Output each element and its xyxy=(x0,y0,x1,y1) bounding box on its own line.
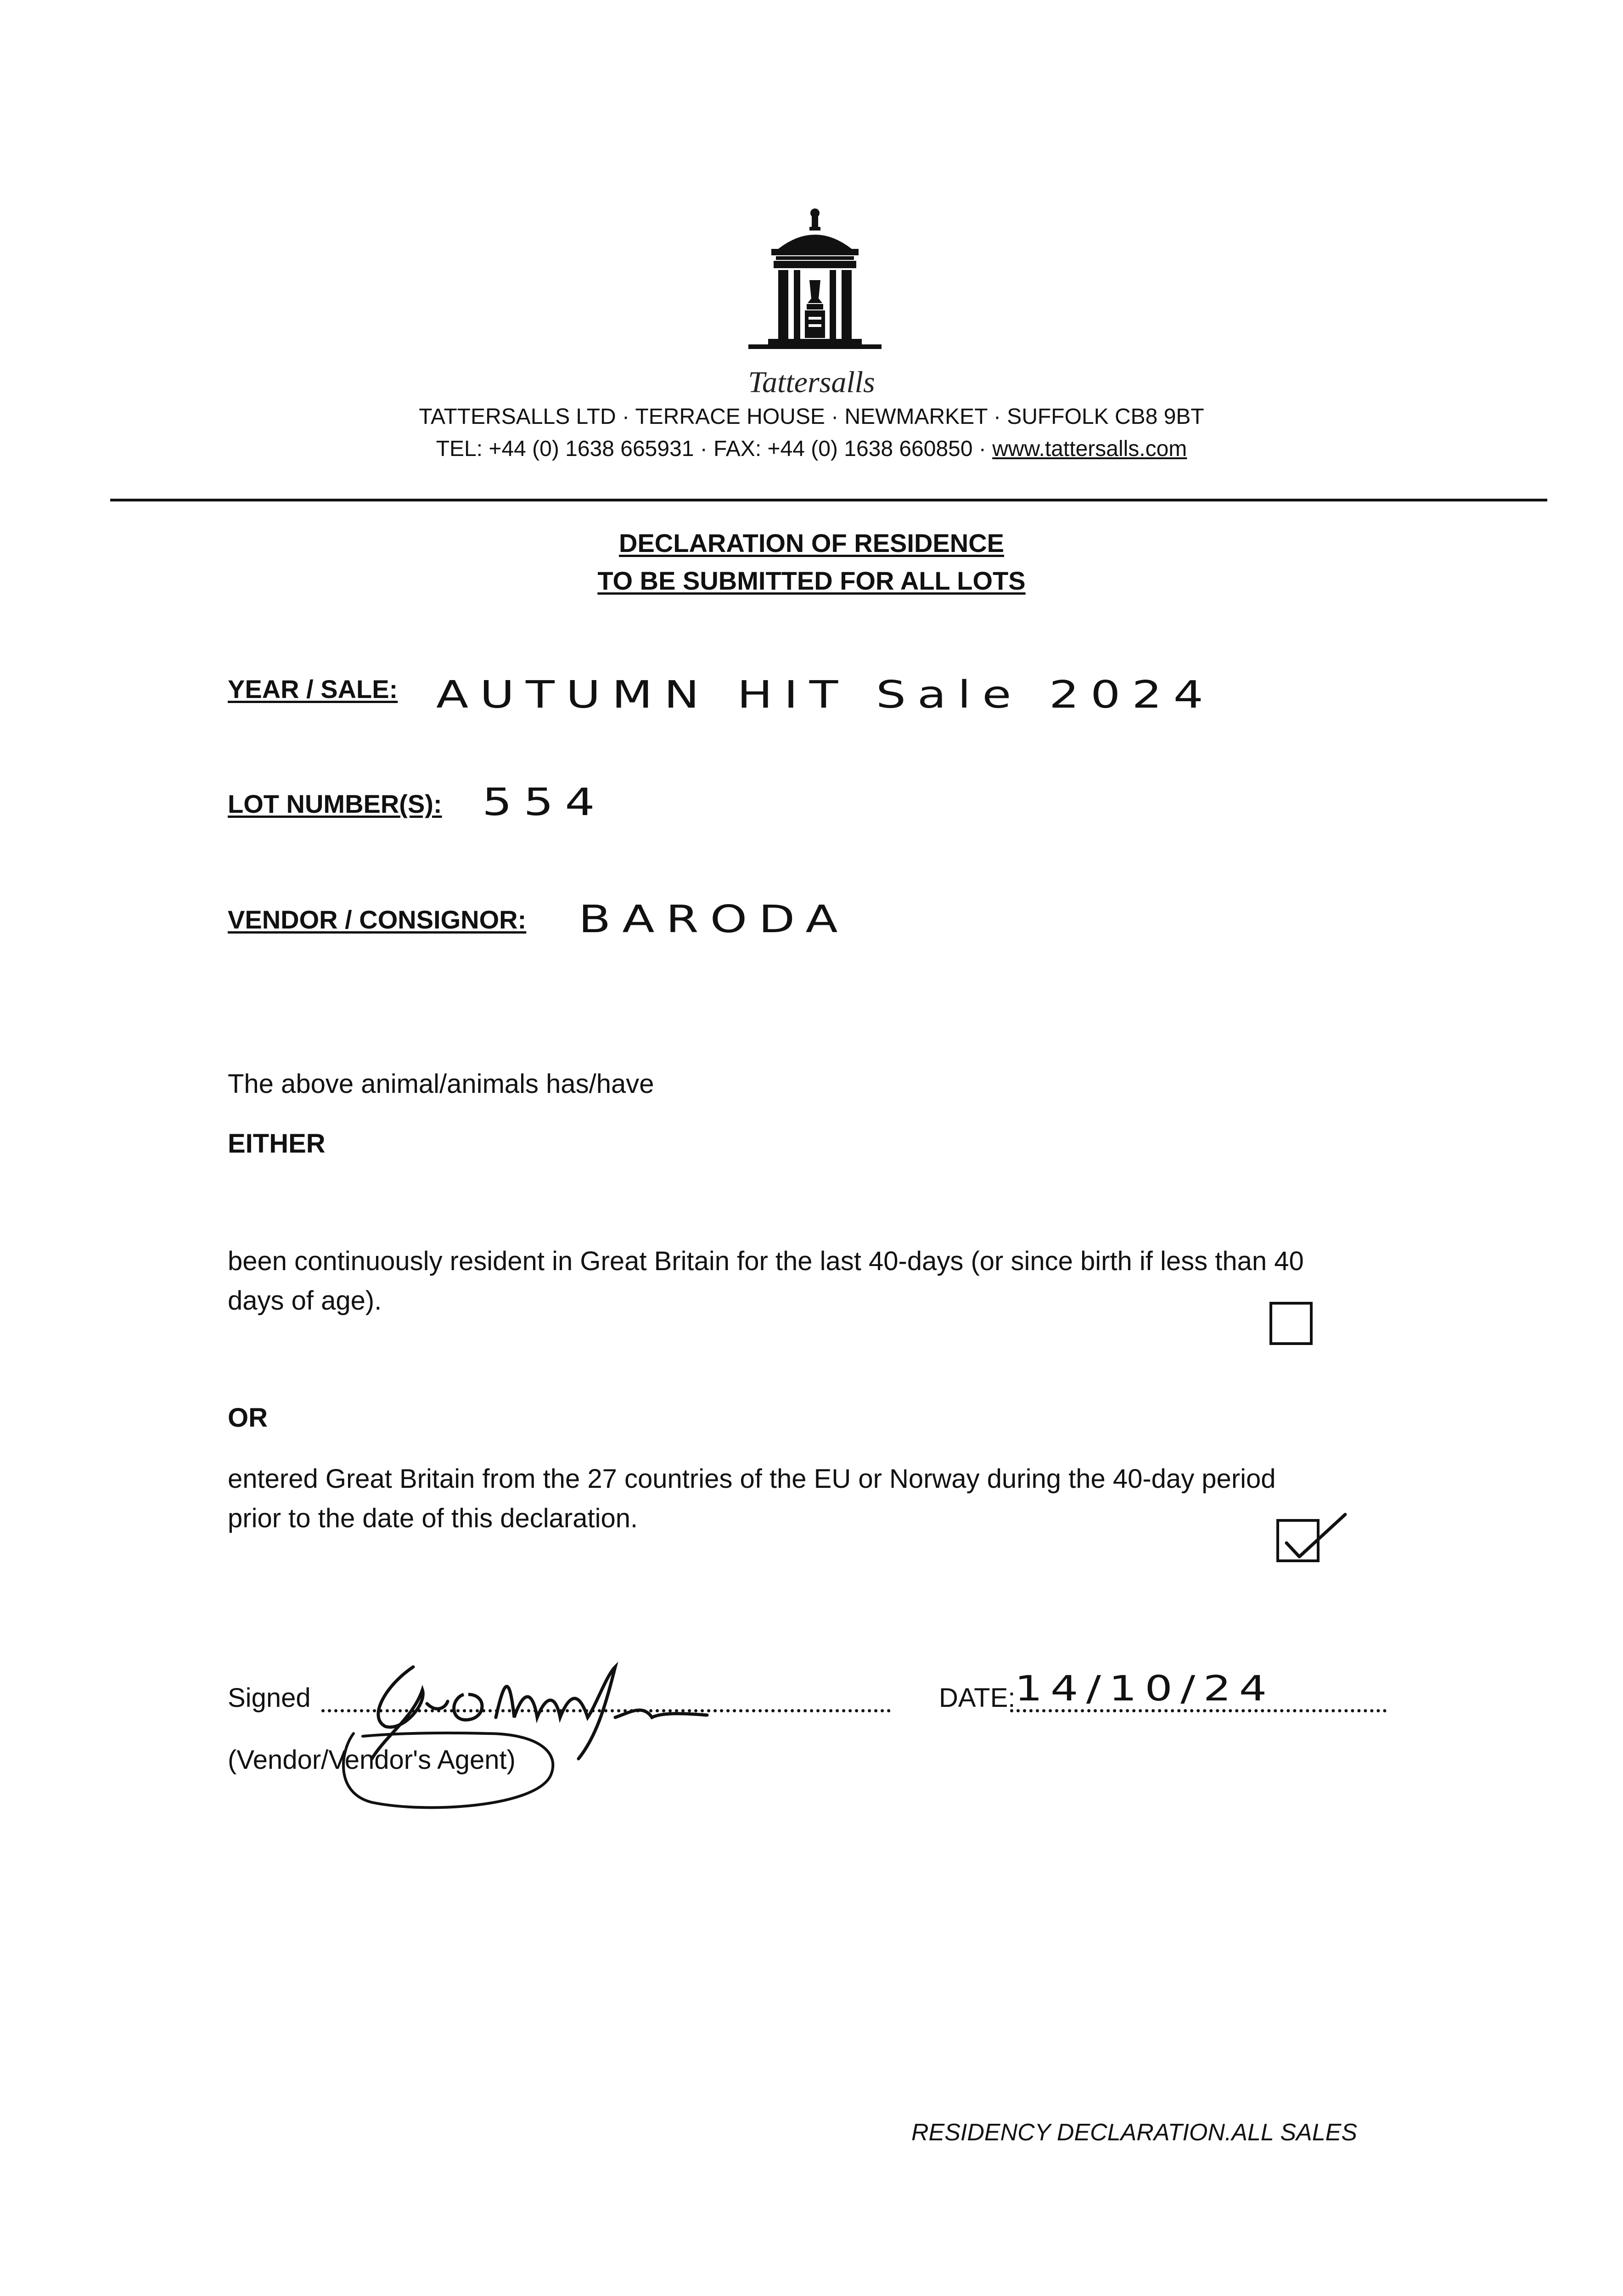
header-divider xyxy=(110,499,1547,501)
date-dotted-line xyxy=(1010,1709,1387,1712)
date-label: DATE: xyxy=(939,1683,1016,1713)
company-address: TATTERSALLS LTD · TERRACE HOUSE · NEWMARKET · SUFFOLK CB8 9BT xyxy=(419,405,1204,429)
option1-checkbox[interactable] xyxy=(1269,1302,1313,1345)
option2-line1: entered Great Britain from the 27 countries of the EU or Norway during the 40-day period xyxy=(228,1464,1276,1494)
document-subtitle: TO BE SUBMITTED FOR ALL LOTS xyxy=(597,566,1026,595)
either-label: EITHER xyxy=(228,1129,326,1159)
role-selected[interactable]: Vendor's Agent xyxy=(328,1745,507,1775)
option2-line2: prior to the date of this declaration. xyxy=(228,1503,638,1533)
signed-label: Signed xyxy=(228,1683,311,1713)
check-mark-icon xyxy=(1281,1511,1350,1566)
company-contact xyxy=(0,436,1623,461)
lot-number-label: LOT NUMBER(S): xyxy=(228,789,442,818)
vendor-consignor-label: VENDOR / CONSIGNOR: xyxy=(228,905,527,934)
year-sale-value[interactable]: AUTUMN HIT Sale 2024 xyxy=(436,673,1215,717)
footer-form-reference: RESIDENCY DECLARATION.ALL SALES xyxy=(911,2119,1358,2146)
role-prefix: (Vendor/ xyxy=(228,1745,329,1775)
option1-line2: days of age). xyxy=(228,1286,382,1316)
website-link[interactable]: www.tattersalls.com xyxy=(992,437,1187,461)
date-value[interactable]: 14/10/24 xyxy=(1015,1668,1275,1709)
option1-line1: been continuously resident in Great Britain for the last 40-days (or since birth if less than 40 xyxy=(228,1246,1304,1276)
role-suffix: ) xyxy=(506,1745,516,1775)
lot-number-value[interactable]: 554 xyxy=(482,781,607,824)
declaration-intro: The above animal/animals has/have xyxy=(228,1069,654,1099)
vendor-consignor-value[interactable]: BARODA xyxy=(578,898,849,941)
document-title: DECLARATION OF RESIDENCE xyxy=(619,529,1004,557)
role-circle-mark xyxy=(335,1724,560,1812)
year-sale-label: YEAR / SALE: xyxy=(228,675,398,703)
brand-name: Tattersalls xyxy=(748,366,875,399)
or-label: OR xyxy=(228,1403,268,1433)
tattersalls-logo xyxy=(746,207,884,363)
contact-numbers: TEL: +44 (0) 1638 665931 · FAX: +44 (0) 1638 660850 · xyxy=(436,437,993,461)
